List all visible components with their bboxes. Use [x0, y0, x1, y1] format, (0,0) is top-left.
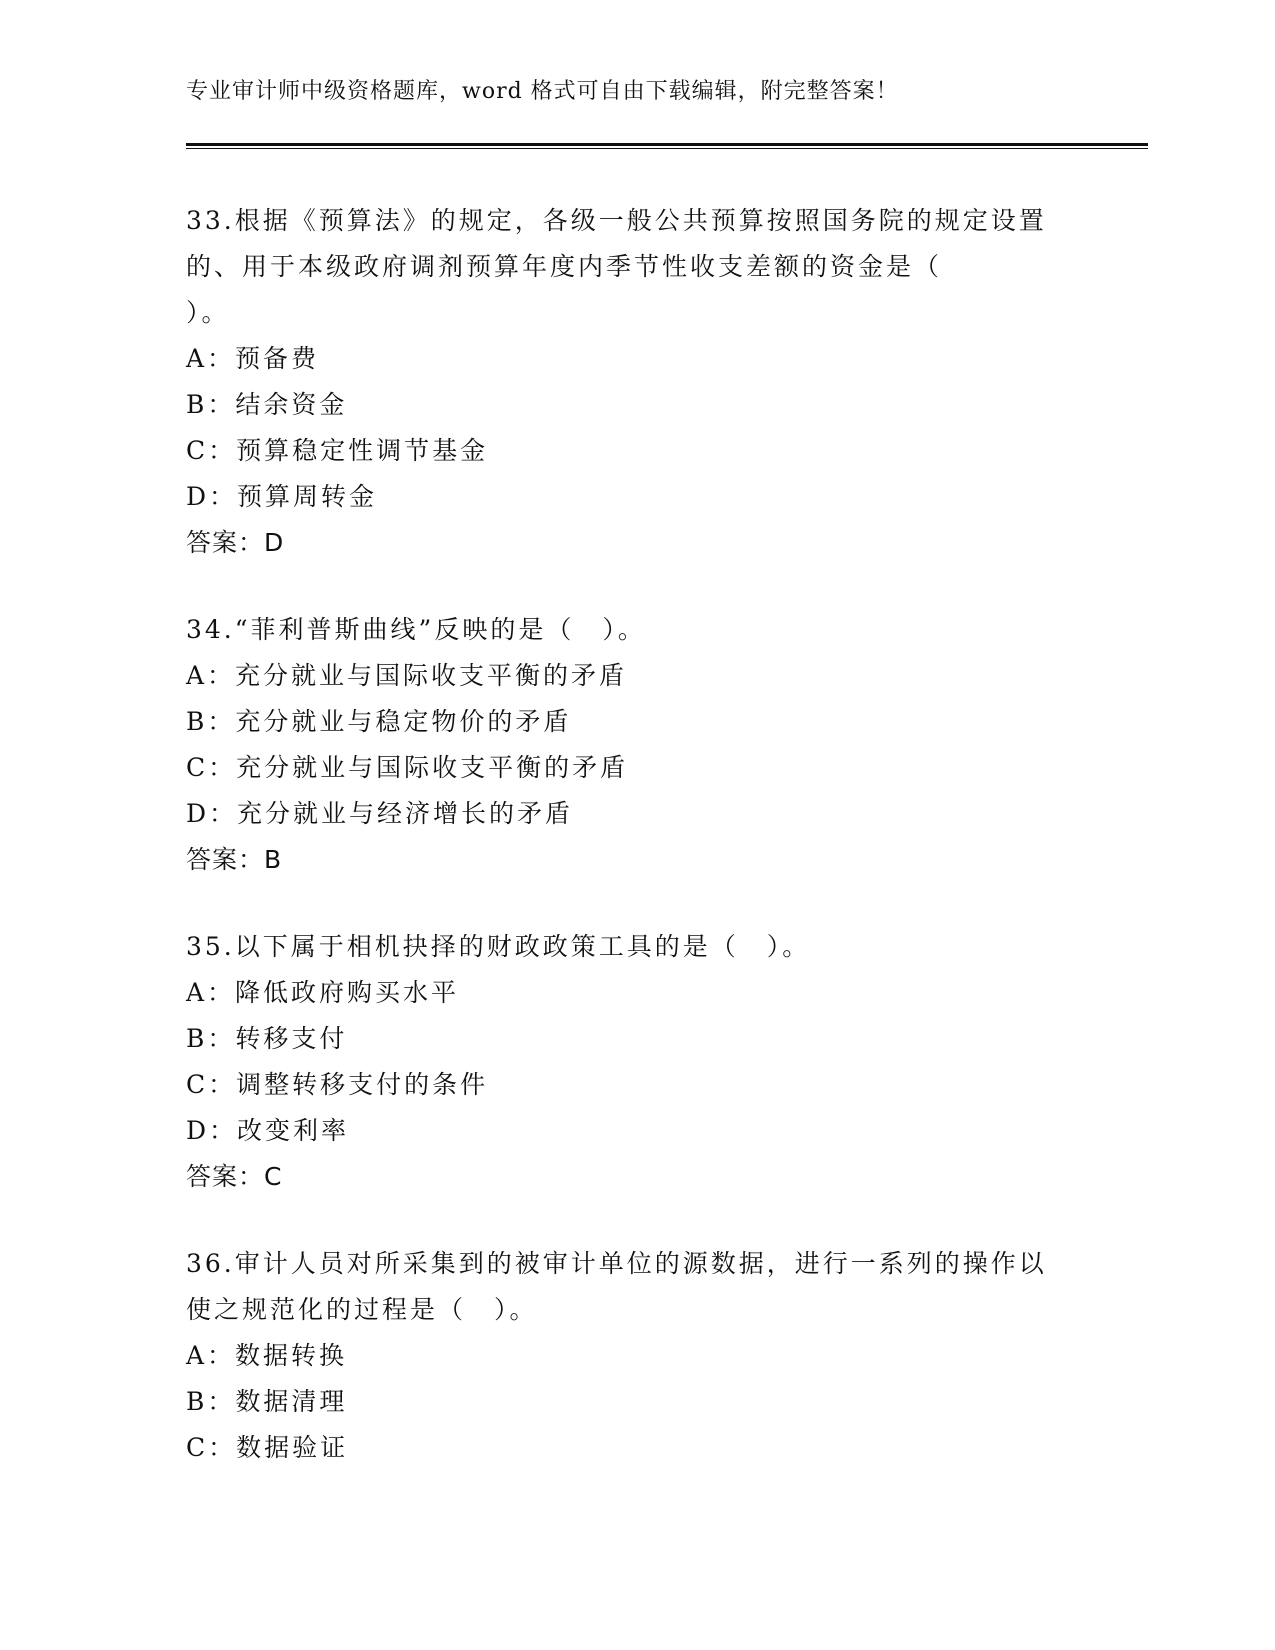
option-b: B：充分就业与稳定物价的矛盾 — [186, 707, 572, 736]
question-stem: ）。 — [186, 298, 230, 327]
answer-line: 答案：D — [186, 528, 285, 557]
question-34 — [186, 607, 1086, 883]
question-stem: 36.审计人员对所采集到的被审计单位的源数据，进行一系列的操作以 — [186, 1249, 1047, 1278]
option-c: C：充分就业与国际收支平衡的矛盾 — [186, 753, 629, 782]
option-c: C：数据验证 — [186, 1433, 349, 1462]
option-d: D：预算周转金 — [186, 482, 378, 511]
option-c: C：调整转移支付的条件 — [186, 1070, 489, 1099]
question-36 — [186, 1241, 1086, 1471]
question-33 — [186, 198, 1086, 566]
option-b: B：结余资金 — [186, 390, 348, 419]
question-stem: 33.根据《预算法》的规定，各级一般公共预算按照国务院的规定设置 — [186, 206, 1047, 235]
question-stem: 35.以下属于相机抉择的财政政策工具的是（ ）。 — [186, 932, 811, 961]
header-divider-thin — [186, 148, 1148, 149]
answer-line: 答案：B — [186, 845, 283, 874]
option-c: C：预算稳定性调节基金 — [186, 436, 489, 465]
option-d: D：充分就业与经济增长的矛盾 — [186, 799, 574, 828]
option-b: B：转移支付 — [186, 1024, 348, 1053]
option-a: A：充分就业与国际收支平衡的矛盾 — [186, 661, 628, 690]
option-b: B：数据清理 — [186, 1387, 348, 1416]
option-a: A：预备费 — [186, 344, 320, 373]
question-35 — [186, 924, 1086, 1200]
option-a: A：降低政府购买水平 — [186, 978, 460, 1007]
option-d: D：改变利率 — [186, 1116, 350, 1145]
option-a: A：数据转换 — [186, 1341, 348, 1370]
question-stem: 使之规范化的过程是（ ）。 — [186, 1295, 538, 1324]
header-divider-thick — [186, 143, 1148, 146]
question-list — [186, 198, 1086, 1512]
question-stem: 34.“菲利普斯曲线”反映的是（ ）。 — [186, 615, 646, 644]
header-divider — [186, 143, 1148, 150]
question-stem: 的、用于本级政府调剂预算年度内季节性收支差额的资金是（ — [186, 252, 943, 281]
page-header: 专业审计师中级资格题库，word 格式可自由下载编辑，附完整答案！ — [186, 79, 899, 104]
answer-line: 答案：C — [186, 1162, 283, 1191]
